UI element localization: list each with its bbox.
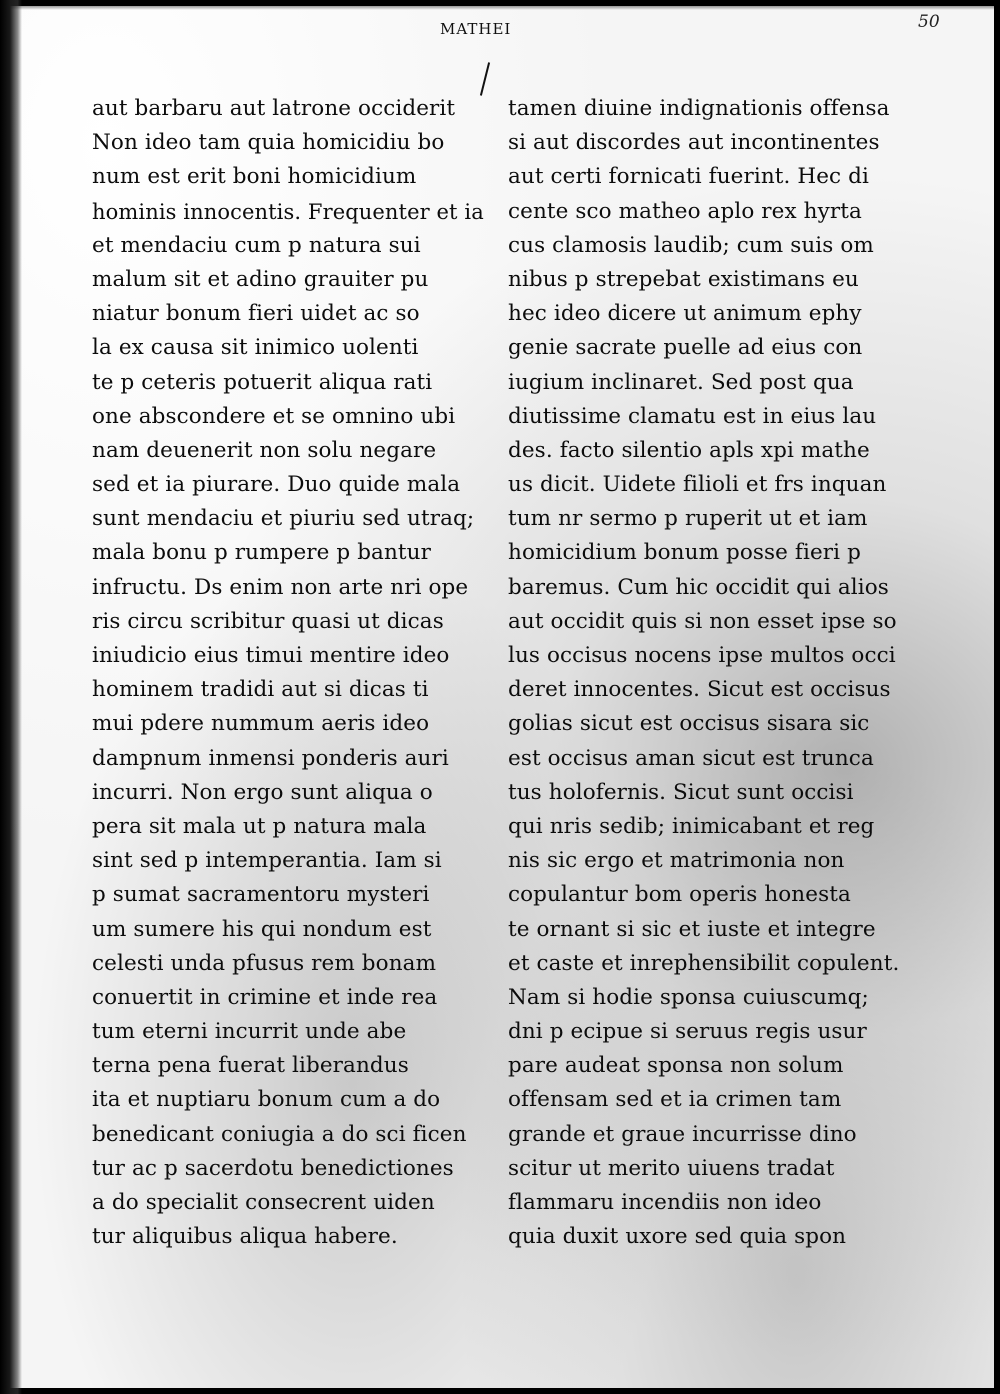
text-line: hominem tradidi aut si dicas ti bbox=[92, 677, 429, 703]
text-line: aut occidit quis si non esset ipse so bbox=[508, 608, 897, 634]
text-line: benedicant coniugia a do sci ficen bbox=[92, 1121, 467, 1147]
text-line: hominis innocentis. Frequenter et ia bbox=[92, 199, 484, 224]
text-line: ris circu scribitur quasi ut dicas bbox=[92, 608, 444, 634]
text-line: nam deuenerit non solu negare bbox=[92, 437, 437, 463]
text-line: hec ideo dicere ut animum ephy bbox=[508, 301, 862, 327]
text-line: niatur bonum fieri uidet ac so bbox=[92, 301, 420, 327]
text-line: pera sit mala ut p natura mala bbox=[92, 813, 427, 839]
text-line: homicidium bonum posse fieri p bbox=[508, 540, 861, 566]
text-line: tum nr sermo p ruperit ut et iam bbox=[508, 506, 868, 532]
text-line: et mendaciu cum p natura sui bbox=[92, 232, 421, 258]
text-line: sed et ia piurare. Duo quide mala bbox=[92, 472, 461, 498]
text-line: tur aliquibus aliqua habere. bbox=[92, 1224, 398, 1250]
text-line: aut certi fornicati fuerint. Hec di bbox=[508, 164, 869, 190]
text-line: te p ceteris potuerit aliqua rati bbox=[92, 369, 433, 395]
text-line: iugium inclinaret. Sed post qua bbox=[508, 369, 854, 395]
text-line: est occisus aman sicut est trunca bbox=[508, 745, 874, 771]
text-line: pare audeat sponsa non solum bbox=[508, 1053, 844, 1079]
text-line: sunt mendaciu et piuriu sed utraq; bbox=[92, 506, 475, 532]
left-text-column bbox=[92, 92, 484, 1254]
text-line: grande et graue incurrisse dino bbox=[508, 1121, 857, 1147]
text-line: cente sco matheo aplo rex hyrta bbox=[508, 198, 862, 224]
text-line: genie sacrate puelle ad eius con bbox=[508, 335, 863, 361]
text-line: mala bonu p rumpere p bantur bbox=[92, 540, 431, 566]
text-line: flammaru incendiis non ideo bbox=[508, 1190, 822, 1215]
text-line: one abscondere et se omnino ubi bbox=[92, 403, 456, 429]
text-line: iniudicio eius timui mentire ideo bbox=[92, 643, 450, 668]
text-line: golias sicut est occisus sisara sic bbox=[508, 711, 870, 737]
text-line: Non ideo tam quia homicidiu bo bbox=[92, 130, 445, 156]
text-line: dni p ecipue si seruus regis usur bbox=[508, 1019, 867, 1045]
text-line: la ex causa sit inimico uolenti bbox=[92, 335, 419, 361]
right-text-column bbox=[508, 92, 912, 1254]
binding-gutter bbox=[0, 0, 22, 1394]
text-line: num est erit boni homicidium bbox=[92, 164, 417, 190]
folio-number: 50 bbox=[918, 12, 940, 32]
text-line: tum eterni incurrit unde abe bbox=[92, 1019, 407, 1045]
text-line: cus clamosis laudib; cum suis om bbox=[508, 232, 874, 258]
text-line: copulantur bom operis honesta bbox=[508, 882, 851, 908]
text-line: diutissime clamatu est in eius lau bbox=[508, 403, 877, 429]
text-line: mui pdere nummum aeris ideo bbox=[92, 711, 430, 737]
text-line: dampnum inmensi ponderis auri bbox=[92, 745, 449, 771]
text-line: tur ac p sacerdotu benedictiones bbox=[92, 1155, 454, 1181]
text-line: Nam si hodie sponsa cuiuscumq; bbox=[508, 984, 869, 1010]
text-line: deret innocentes. Sicut est occisus bbox=[508, 677, 891, 703]
text-line: lus occisus nocens ipse multos occi bbox=[508, 643, 896, 668]
text-line: si aut discordes aut incontinentes bbox=[508, 130, 880, 156]
text-line: tus holofernis. Sicut sunt occisi bbox=[508, 779, 854, 805]
text-line: infructu. Ds enim non arte nri ope bbox=[92, 574, 469, 600]
text-line: nibus p strepebat existimans eu bbox=[508, 266, 859, 292]
text-line: te ornant si sic et iuste et integre bbox=[508, 916, 876, 942]
text-line: malum sit et adino grauiter pu bbox=[92, 266, 429, 292]
text-line: nis sic ergo et matrimonia non bbox=[508, 848, 845, 874]
text-line: ita et nuptiaru bonum cum a do bbox=[92, 1087, 441, 1113]
page-top-edge bbox=[0, 0, 1000, 10]
text-line: offensam sed et ia crimen tam bbox=[508, 1087, 842, 1113]
text-line: incurri. Non ergo sunt aliqua o bbox=[92, 779, 433, 805]
running-head: MATHEI bbox=[440, 20, 512, 38]
text-line: sint sed p intemperantia. Iam si bbox=[92, 848, 442, 874]
text-line: conuertit in crimine et inde rea bbox=[92, 984, 438, 1010]
text-line: p sumat sacramentoru mysteri bbox=[92, 882, 430, 908]
text-line: et caste et inrephensibilit copulent. bbox=[508, 950, 900, 976]
text-line: des. facto silentio apls xpi mathe bbox=[508, 437, 870, 463]
text-line: tamen diuine indignationis offensa bbox=[508, 96, 890, 121]
text-line: celesti unda pfusus rem bonam bbox=[92, 950, 437, 976]
text-line: a do specialit consecrent uiden bbox=[92, 1190, 435, 1215]
text-line: um sumere his qui nondum est bbox=[92, 916, 432, 942]
text-line: qui nris sedib; inimicabant et reg bbox=[508, 813, 875, 839]
text-line: baremus. Cum hic occidit qui alios bbox=[508, 574, 889, 600]
text-line: terna pena fuerat liberandus bbox=[92, 1053, 409, 1079]
text-line: aut barbaru aut latrone occiderit bbox=[92, 96, 456, 121]
text-line: scitur ut merito uiuens tradat bbox=[508, 1155, 835, 1181]
text-line: us dicit. Uidete filioli et frs inquan bbox=[508, 472, 887, 498]
text-line: quia duxit uxore sed quia spon bbox=[508, 1224, 847, 1250]
